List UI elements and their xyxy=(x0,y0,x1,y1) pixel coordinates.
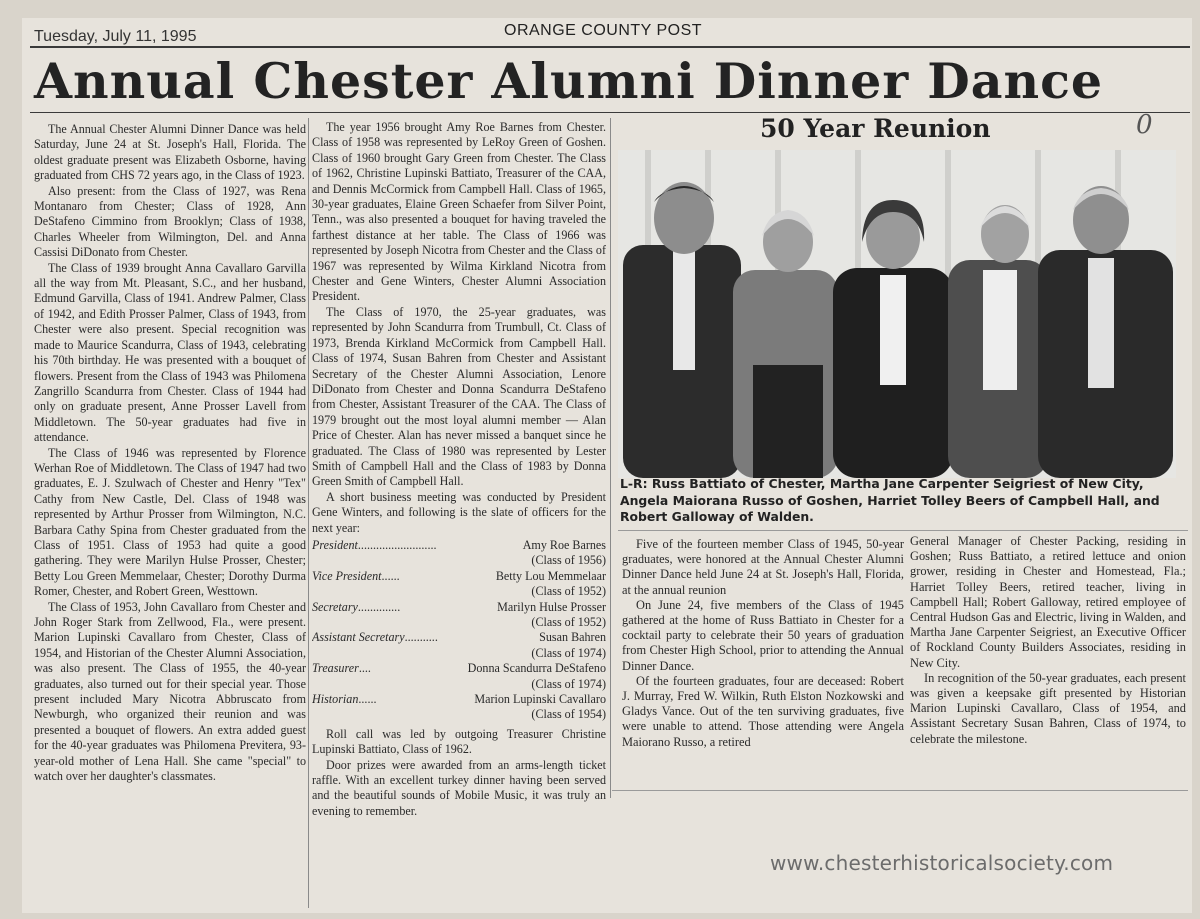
paragraph: The Class of 1953, John Cavallaro from Chester and John Roger Stark from Zellwood, Fla., were present. Marion Lupinski Cavallaro from Chester, Class of 1954, and Historian of the Chester Alumni Association, was also present. The Class of 1955, the 40-year graduates, also turned out for their special year. Those present included Mary Nicotra Abbruscato from Newburgh, who organized their reunion and was presented a bouquet of flowers. An extra added guest for the 40-year graduates was Philomena Previtera, 93-year-old mother of Lena Hall. She came "special" to watch over her daughter's classmates. xyxy=(34,599,306,784)
paragraph: Also present: from the Class of 1927, was Rena Montanaro from Chester; Class of 1928, Ann DeStafeno Cimmino from Brooklyn; Class of 1938, Charles Wheeler from Wilmington, Del. and Anna Cassisi DiDonato from Chester. xyxy=(34,183,306,260)
paragraph: Of the fourteen graduates, four are deceased: Robert J. Murray, Fred W. Wilkin, Ruth Elston Nozkowski and Gladys Vance. Out of the ten surviving graduates, five were unable to attend. Those attending were Angela Maiorano Russo, a retired xyxy=(622,673,904,749)
group-photo xyxy=(618,150,1176,478)
website-watermark: www.chesterhistoricalsociety.com xyxy=(770,851,1114,875)
column-divider xyxy=(308,118,309,908)
officer-president: President.......................... Amy Roe Barnes (Class of 1956) xyxy=(312,537,606,568)
headline: Annual Chester Alumni Dinner Dance xyxy=(34,52,1104,110)
article-column-4 xyxy=(910,534,1186,774)
paragraph: A short business meeting was conducted by President Gene Winters, and following is the slate of officers for the next year: xyxy=(312,489,606,535)
paragraph: General Manager of Chester Packing, residing in Goshen; Russ Battiato, a retired lettuce and onion grower, residing in Chester and Homestead, Fla.; Harriet Tolley Beers, retired teacher, living in Campbell Hall; Robert Galloway, retired employee of Central Hudson Gas and Electric, living in Walden, and Martha Jane Carpenter Seigriest, an Executive Officer of Rockland County Builders Associates, residing in New City. xyxy=(910,534,1186,670)
paragraph: The year 1956 brought Amy Roe Barnes from Chester. Class of 1958 was represented by LeRoy Green of Goshen. Class of 1960 brought Gary Green from Chester. The Class of 1962, Christine Lupinski Battiato, Treasurer of the CAA, and Dennis McCormick from Campbell Hall. Class of 1965, 30-year graduates, Elaine Green Schaefer from Silver Point, Tenn., was also presented a bouquet for having traveled the farthest distance at her table. The Class of 1966 was represented by Joseph Nicotra from Chester and the Class of 1967 was represented by Wilma Kirkland Nicotra from Chester and Gene Winters, Chester Alumni Association President. xyxy=(312,120,606,304)
officer-historian: Historian...... Marion Lupinski Cavallaro (Class of 1954) xyxy=(312,692,606,722)
handwritten-mark: 0 xyxy=(1136,110,1153,140)
paragraph: Door prizes were awarded from an arms-length ticket raffle. With an excellent turkey dinner having been served and the beautiful sounds of Mobile Music, it was truly an evening to remember. xyxy=(312,757,606,818)
photo-illustration xyxy=(618,150,1176,478)
officer-treasurer: Treasurer.... Donna Scandurra DeStafeno (Class of 1974) xyxy=(312,661,606,691)
officer-slate xyxy=(312,538,606,723)
subheadline: 50 Year Reunion xyxy=(760,114,991,143)
photo-caption: L-R: Russ Battiato of Chester, Martha Jane Carpenter Seigriest of New City, Angela Maiorana Russo of Goshen, Harriet Tolley Beers of Campbell Hall, and Robert Galloway of Walden. xyxy=(620,476,1160,524)
article-end-rule xyxy=(612,790,1188,791)
dateline: Tuesday, July 11, 1995 xyxy=(34,28,197,45)
newspaper-name: ORANGE COUNTY POST xyxy=(504,22,703,39)
paragraph: The Class of 1939 brought Anna Cavallaro Garvilla all the way from Mt. Pleasant, S.C., and her husband, Edmund Garvilla, Class of 1941. Andrew Palmer, Class of 1942, and Edith Prosser Palmer, Class of 1943, from Chester were also present. Special recognition was made to Maurice Scandurra, Class of 1943, celebrating his 70th birthday. He was presented with a bouquet of flowers. Present from the Class of 1943 was Philomena Zangrillo Scandurra from Chester. Class of 1944 had only on graduate present, Anne Prosser Lavell from Middletown. The 50-year graduates had five in attendance. xyxy=(34,260,306,445)
article-column-1 xyxy=(34,122,306,914)
paragraph: The Class of 1970, the 25-year graduates, was represented by John Scandurra from Trumbull, Ct. Class of 1973, Brenda Kirkland McCormick from Campbell Hall. Class of 1974, Susan Bahren from Chester and Assistant Secretary of the Chester Alumni Association, Lenore DiDonato from Chester and Donna Scandurra DeStafeno from Chester, Assistant Treasurer of the CAA. The Class of 1979 brought out the most loyal alumni member — Alan Price of Chester. Alan has never missed a banquet since he graduated. The Class of 1980 was represented by Lester Smith of Campbell Hall and the Class of 1983 by Donna Green Smith of Campbell Hall. xyxy=(312,304,606,489)
headline-rule xyxy=(30,112,1190,113)
column-divider xyxy=(610,118,611,798)
article-column-3 xyxy=(622,537,904,777)
header-rule xyxy=(30,46,1190,48)
paragraph: Five of the fourteen member Class of 1945, 50-year graduates, were honored at the Annual Chester Alumni Dinner Dance held June 24 at St. Joseph's Hall, Florida, at the annual reunion xyxy=(622,537,904,597)
paragraph: The Annual Chester Alumni Dinner Dance was held Saturday, June 24 at St. Joseph's Hall, Florida. The oldest graduate present was Elizabeth Osborne, having graduated from CHS 72 years ago, in the Class of 1923. xyxy=(34,122,306,183)
officer-secretary: Secretary.............. Marilyn Hulse Prosser (Class of 1952) xyxy=(312,599,606,629)
caption-rule xyxy=(618,530,1188,531)
paragraph: In recognition of the 50-year graduates, each present was given a keepsake gift presented by Historian Marion Lupinski Cavallaro, Class of 1954, and Assistant Secretary Susan Bahren, Class of 1974, to celebrate the milestone. xyxy=(910,670,1186,746)
article-column-2 xyxy=(312,120,606,882)
paragraph: Roll call was led by outgoing Treasurer Christine Lupinski Battiato, Class of 1962. xyxy=(312,726,606,757)
officer-vice-president: Vice President...... Betty Lou Memmelaar (Class of 1952) xyxy=(312,568,606,599)
paragraph: The Class of 1946 was represented by Florence Werhan Roe of Middletown. The Class of 1947 had two graduates, E. J. Szulwach of Chester and Henry "Tex" Cathy from New Castle, Del. Class of 1948 was represented by Arthur Prosser from Wilmington, N.C. Barbara Cathy Spina from Chester graduated from the Class of 1951. Class of 1953 had quite a good gathering. They were Marilyn Hulse Prosser, Chester; Betty Lou Green Memmelaar, Chester; Dorothy Durma Romer, Chester, and Robert Green, Westtown. xyxy=(34,445,306,599)
officer-assistant-secretary: Assistant Secretary........... Susan Bahren (Class of 1974) xyxy=(312,630,606,660)
paragraph: On June 24, five members of the Class of 1945 gathered at the home of Russ Battiato in Chester for a cocktail party to celebrate their 50 years of graduation from Chester High School, prior to attending the Annual Dinner Dance. xyxy=(622,597,904,673)
